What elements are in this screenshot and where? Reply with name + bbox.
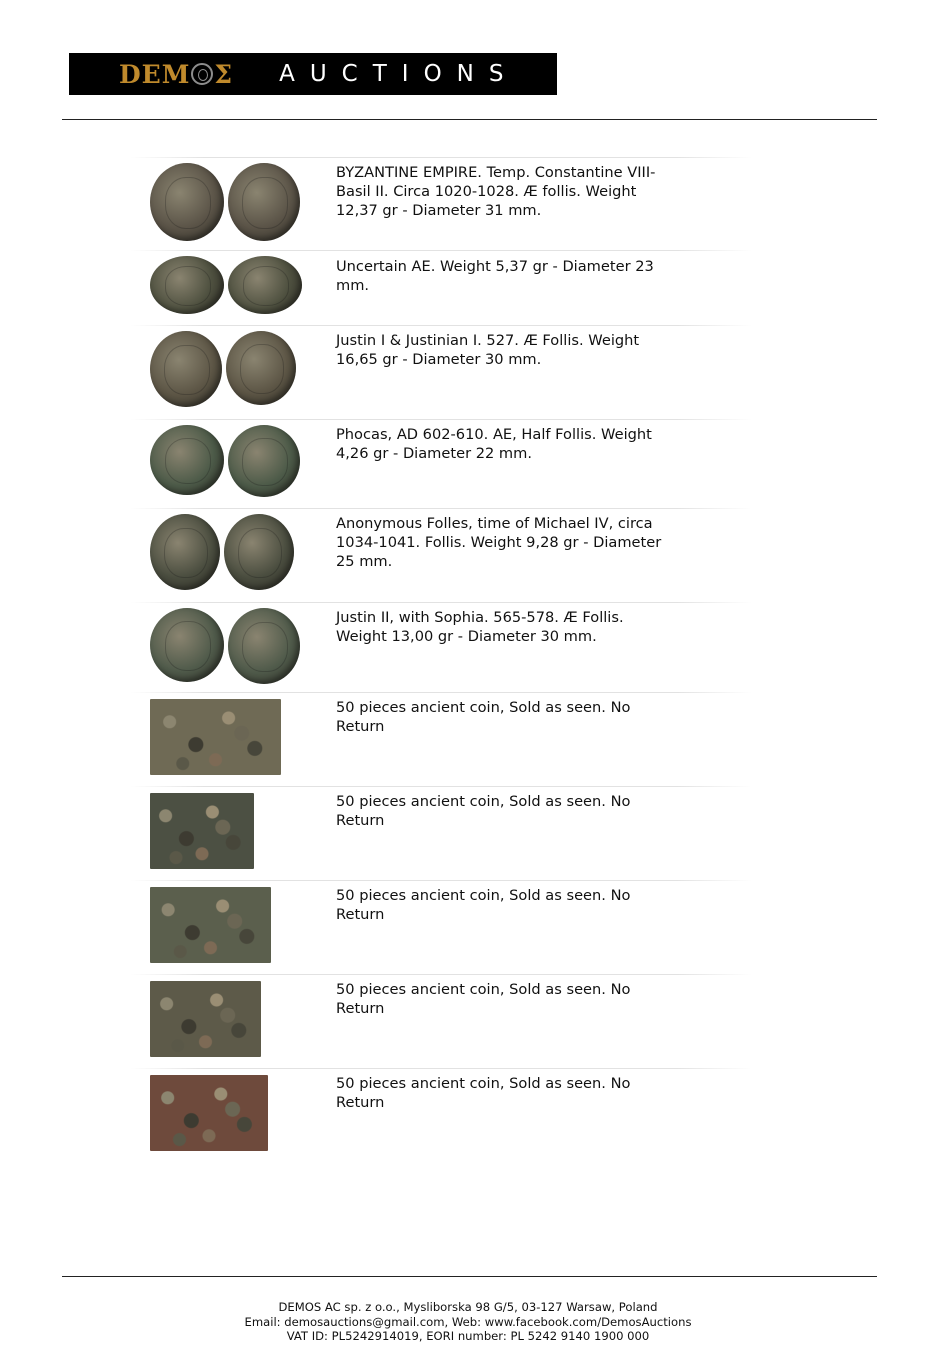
footer-rule <box>62 1276 877 1277</box>
lot-description: 50 pieces ancient coin, Sold as seen. No Return <box>336 887 631 923</box>
lot-image <box>150 256 302 314</box>
coin-reverse-image <box>228 256 302 314</box>
footer-address: DEMOS AC sp. z o.o., Mysliborska 98 G/5, 03-127 Warsaw, Poland <box>278 1300 658 1314</box>
coin-lot-image <box>150 1075 268 1151</box>
header-rule <box>62 119 877 120</box>
coin-reverse-image <box>228 163 300 241</box>
lot-image <box>150 514 294 590</box>
lot-image <box>150 608 300 684</box>
coin-reverse-image <box>224 514 294 590</box>
header-banner <box>69 53 557 95</box>
lot-description: BYZANTINE EMPIRE. Temp. Constantine VIII-Basil II. Circa 1020-1028. Æ follis. Weight 12,37 gr - Diameter 31 mm. <box>336 164 656 219</box>
lot-description: Anonymous Folles, time of Michael IV, circa 1034-1041. Follis. Weight 9,28 gr - Diameter 25 mm. <box>336 515 662 570</box>
lot-description: 50 pieces ancient coin, Sold as seen. No Return <box>336 1075 631 1111</box>
lot-image <box>150 331 296 407</box>
lot-divider <box>130 157 752 158</box>
coin-obverse-image <box>150 256 224 314</box>
brand-logo: DEM Σ <box>119 59 234 89</box>
lot-divider <box>130 419 752 420</box>
lot-divider <box>130 786 752 787</box>
lot-description: Phocas, AD 602-610. AE, Half Follis. Weight 4,26 gr - Diameter 22 mm. <box>336 426 652 462</box>
coin-lot-image <box>150 699 281 775</box>
footer <box>0 1300 936 1344</box>
lot-divider <box>130 692 752 693</box>
seal-icon <box>191 63 213 85</box>
coin-obverse-image <box>150 425 224 495</box>
coin-obverse-image <box>150 514 220 590</box>
coin-lot-image <box>150 793 254 869</box>
coin-reverse-image <box>226 331 296 405</box>
lot-divider <box>130 1068 752 1069</box>
lot-description: 50 pieces ancient coin, Sold as seen. No Return <box>336 699 631 735</box>
lot-divider <box>130 325 752 326</box>
coin-reverse-image <box>228 608 300 684</box>
coin-reverse-image <box>228 425 300 497</box>
lot-divider <box>130 880 752 881</box>
lot-divider <box>130 250 752 251</box>
lot-description: Justin II, with Sophia. 565-578. Æ Follis. Weight 13,00 gr - Diameter 30 mm. <box>336 609 624 645</box>
lot-divider <box>130 508 752 509</box>
lot-description: Uncertain AE. Weight 5,37 gr - Diameter 23 mm. <box>336 258 654 294</box>
coin-obverse-image <box>150 608 224 682</box>
lot-divider <box>130 974 752 975</box>
lot-description: 50 pieces ancient coin, Sold as seen. No Return <box>336 981 631 1017</box>
lot-image <box>150 163 300 241</box>
coin-lot-image <box>150 981 261 1057</box>
footer-contact: Email: demosauctions@gmail.com, Web: www.facebook.com/DemosAuctions <box>244 1314 692 1329</box>
lot-image <box>150 425 300 497</box>
lot-description: 50 pieces ancient coin, Sold as seen. No Return <box>336 793 631 829</box>
coin-obverse-image <box>150 163 224 241</box>
banner-title: AUCTIONS <box>279 61 519 87</box>
lot-divider <box>130 602 752 603</box>
footer-vat: VAT ID: PL5242914019, EORI number: PL 5242 9140 1900 000 <box>286 1329 650 1344</box>
lot-description: Justin I & Justinian I. 527. Æ Follis. Weight 16,65 gr - Diameter 30 mm. <box>336 332 640 368</box>
coin-lot-image <box>150 887 271 963</box>
coin-obverse-image <box>150 331 222 407</box>
